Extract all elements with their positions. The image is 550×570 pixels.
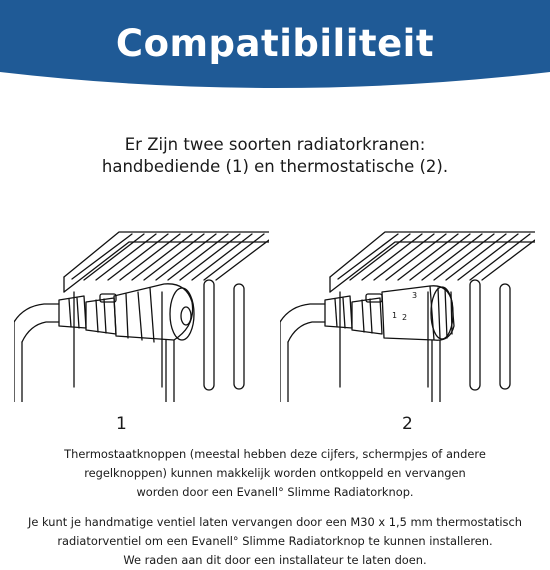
dial-mark-1: 1 [392, 311, 398, 320]
paragraph-1-line-1: Thermostaatknoppen (meestal hebben deze cijfers, schermpjes of andere [64, 447, 486, 461]
page-title: Compatibiliteit [115, 22, 435, 65]
paragraph-thermostatic [0, 445, 550, 502]
paragraph-1-line-3: worden door een Evanell° Slimme Radiatorknop. [136, 485, 414, 499]
illustration-number-1: 1 [116, 414, 127, 434]
paragraph-1-line-2: regelknoppen) kunnen makkelijk worden ontkoppeld en vervangen [84, 466, 466, 480]
illustration-number-2: 2 [402, 414, 413, 434]
dial-mark-2: 2 [402, 313, 408, 322]
paragraph-2-line-2: radiatorventiel om een Evanell° Slimme Radiatorknop te kunnen installeren. [57, 534, 493, 548]
paragraph-manual [0, 513, 550, 570]
manual-valve-illustration [14, 222, 269, 406]
intro-line-1: Er Zijn twee soorten radiatorkranen: [124, 135, 426, 154]
thermostatic-valve-illustration [280, 222, 535, 406]
paragraph-2-line-1: Je kunt je handmatige ventiel laten vervangen door een M30 x 1,5 mm thermostatisch [28, 515, 522, 529]
paragraph-2-line-3: We raden aan dit door een installateur te laten doen. [123, 553, 427, 567]
header-banner [0, 0, 550, 104]
dial-mark-3: 3 [412, 291, 418, 300]
intro-line-2: handbediende (1) en thermostatische (2). [101, 157, 449, 176]
